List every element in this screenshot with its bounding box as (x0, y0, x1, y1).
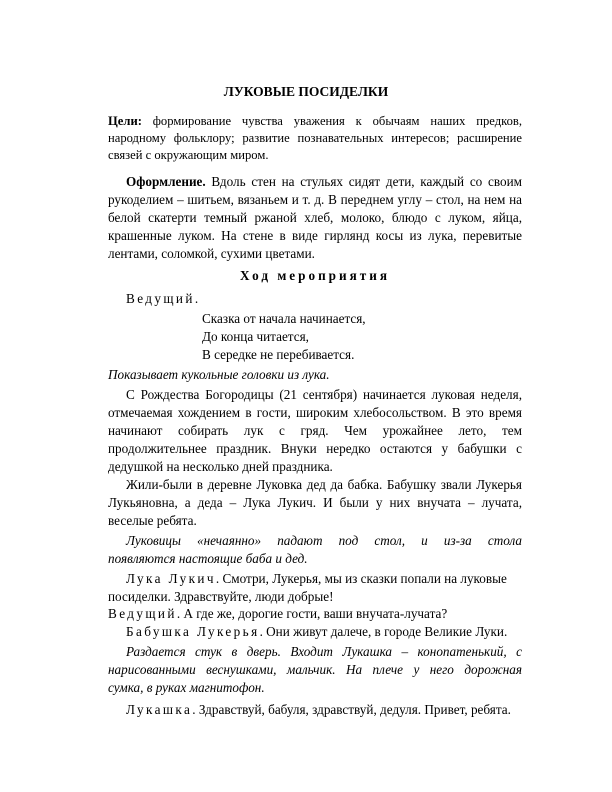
luka-line-1: Лука Лукич. Смотри, Лукерья, мы из сказки попали на луковые (126, 571, 507, 586)
decoration-line-1: Оформление. Вдоль стен на стульях сидят дети, каждый со своим (126, 174, 522, 189)
stage-direction-2-line-1: Луковицы «нечаянно» падают под стол, и из-за стола (126, 533, 522, 548)
para1-line-4: продолжительнее праздник. Внуки нередко остаются у бабушки с (108, 441, 522, 456)
stage-direction-3-line-2: нарисованными веснушками, мальчик. На плече у него дорожная (108, 662, 522, 677)
para1-line-1: С Рождества Богородицы (21 сентября) начинается луковая неделя, (126, 387, 522, 402)
granny-line: Бабушка Лукерья. Они живут далече, в городе Великие Луки. (126, 624, 508, 639)
section-heading: Ход мероприятия (240, 268, 390, 283)
decoration-line-4: крашенные луком. На стене в виде гирлянд косы из лука, перевитые (108, 228, 522, 243)
stage-direction-1: Показывает кукольные головки из лука. (108, 367, 330, 382)
decoration-line-3: белой скатерти темный ржаной хлеб, молоко, блюдо с луком, яйца, (108, 210, 522, 225)
poem-line-2: До конца читается, (202, 329, 309, 344)
luka-line-2: посиделки. Здравствуйте, люди добрые! (108, 589, 334, 604)
goals-label: Цели: (108, 114, 142, 128)
para1-line-3: начинают собирать лук с гряд. Чем урожайнее лето, тем (108, 423, 522, 438)
speaker-lukashka: Лукашка (126, 702, 193, 717)
lukashka-line: Лукашка. Здравствуй, бабуля, здравствуй, дедуля. Привет, ребята. (126, 702, 511, 717)
poem-line-3: В середке не перебивается. (202, 347, 355, 362)
para1-line-5: дедушкой на несколько дней праздника. (108, 459, 333, 474)
speaker-host-2: Ведущий (108, 606, 177, 621)
page-title: ЛУКОВЫЕ ПОСИДЕЛКИ (223, 84, 389, 99)
para1-line-2: отмечаемая хождением в гости, широким хлебосольством. В это время (108, 405, 522, 420)
speaker-granny: Бабушка Лукерья (126, 624, 260, 639)
decoration-line-2: рукоделием – шитьем, вязаньем и т. д. В переднем углу – стол, на нем на (108, 192, 522, 207)
poem-line-1: Сказка от начала начинается, (202, 311, 366, 326)
decoration-label: Оформление. (126, 174, 206, 189)
speaker-host: Ведущий. (126, 291, 201, 306)
decoration-line-5: лентами, соломкой, сухими цветами. (108, 246, 315, 261)
para2-line-3: веселые ребята. (108, 513, 197, 528)
goals-line-3: связей с окружающим миром. (108, 148, 269, 162)
host-line-2: Ведущий. А где же, дорогие гости, ваши внучата-лучата? (108, 606, 448, 621)
para2-line-1: Жили-были в деревне Луковка дед да бабка. Бабушку звали Лукерья (126, 477, 522, 492)
para2-line-2: Лукьяновна, а деда – Лука Лукич. И были у них внучата – лучата, (108, 495, 522, 510)
stage-direction-2-line-2: появляются настоящие баба и дед. (108, 551, 308, 566)
speaker-luka: Лука Лукич (126, 571, 216, 586)
goals-line-2: народному фольклору; развитие познавательных интересов; расширение (108, 131, 522, 145)
stage-direction-3-line-1: Раздается стук в дверь. Входит Лукашка – конопатенький, с (126, 644, 522, 659)
stage-direction-3-line-3: сумка, в руках магнитофон. (108, 680, 265, 695)
goals-line-1: Цели: формирование чувства уважения к обычаям наших предков, (108, 114, 522, 128)
